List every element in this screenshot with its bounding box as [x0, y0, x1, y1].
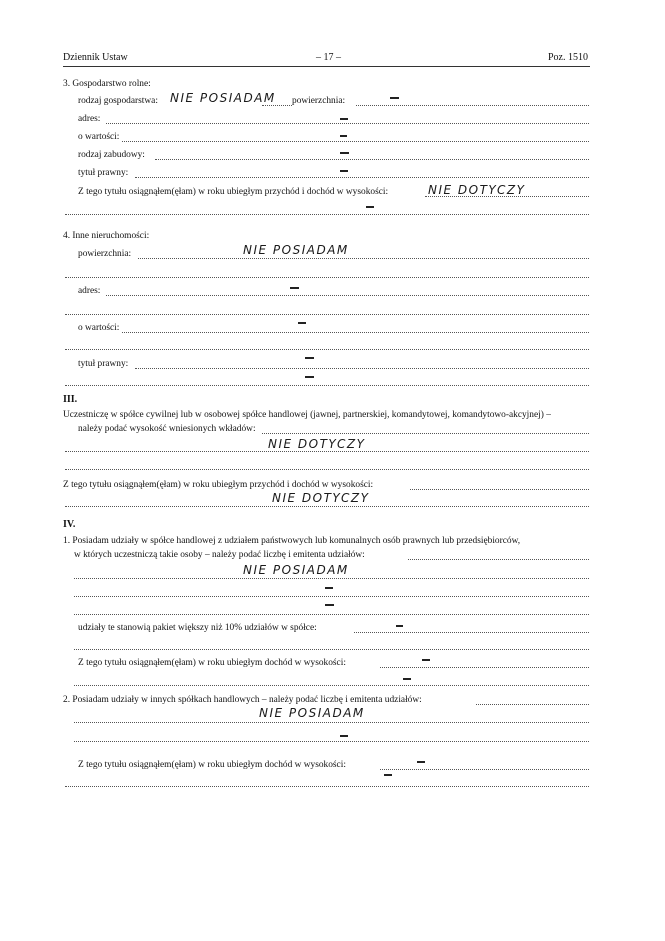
s4roman-p1-value[interactable]: NIE POSIADAM [243, 563, 349, 577]
s4-address-field[interactable] [106, 295, 589, 296]
s4-title: 4. Inne nieruchomości: [63, 231, 150, 241]
s4roman-p2-field[interactable] [476, 704, 589, 705]
s3-building-dash [340, 152, 349, 154]
s3-type-field[interactable] [262, 105, 292, 106]
s3-type-value[interactable]: NIE POSIADAM [170, 91, 276, 105]
s4-address-label: adres: [78, 286, 101, 296]
s4roman-p2-income-field-2[interactable] [65, 786, 589, 787]
s3-address-label: adres: [78, 114, 101, 124]
s3-area-field[interactable] [356, 105, 589, 106]
s4roman-p1-income-dash-2 [403, 678, 411, 680]
s4roman-p1-line1: 1. Posiadam udziały w spółce handlowej z udziałem państwowych lub komunalnych osób prawnych lub przedsiębiorców, [63, 536, 521, 546]
s3-legal-title-dash [340, 170, 348, 172]
header-rule [63, 66, 590, 67]
page-number: – 17 – [316, 52, 341, 63]
s3roman-contrib-field[interactable] [262, 433, 589, 434]
s3-building-label: rodzaj zabudowy: [78, 150, 145, 160]
s3-address-dash [340, 118, 348, 120]
s4-area-value[interactable]: NIE POSIADAM [243, 243, 349, 257]
s4-legal-title-field-2[interactable] [65, 385, 589, 386]
s4roman-pkg-field[interactable] [354, 632, 589, 633]
s4roman-pkg-label: udziały te stanowią pakiet większy niż 10% udziałów w spółce: [78, 623, 317, 633]
s3roman-text1: Uczestniczę w spółce cywilnej lub w osobowej spółce handlowej (jawnej, partnerskiej, komandytowej, komandytowo-akcyjnej) – [63, 410, 551, 420]
s4-address-field-2[interactable] [65, 314, 589, 315]
s3roman-income-field[interactable] [410, 489, 589, 490]
s4roman-p2-field-3[interactable] [74, 741, 589, 742]
s3-income-label: Z tego tytułu osiągnąłem(ęłam) w roku ubiegłym przychód i dochód w wysokości: [78, 187, 389, 197]
s4roman-p1-income-field[interactable] [380, 667, 589, 668]
s3-value-dash [340, 135, 347, 137]
s3-legal-title-field[interactable] [135, 177, 589, 178]
position-number: Poz. 1510 [548, 52, 588, 63]
s4roman-p2-line1: 2. Posiadam udziały w innych spółkach handlowych – należy podać liczbę i emitenta udziałów: [63, 695, 422, 705]
s3-value-field[interactable] [122, 141, 589, 142]
s4roman-p1-income-field-2[interactable] [74, 685, 589, 686]
s3roman-contrib-field-3[interactable] [65, 469, 589, 470]
s4-value-label: o wartości: [78, 323, 120, 333]
journal-title: Dziennik Ustaw [63, 52, 128, 63]
s4roman-p2-income-dash-2 [384, 774, 392, 776]
s4roman-heading: IV. [63, 519, 76, 530]
s4-value-dash [298, 322, 306, 324]
s4roman-p2-value[interactable]: NIE POSIADAM [259, 706, 365, 720]
s3roman-heading: III. [63, 394, 78, 405]
s4-area-field[interactable] [138, 258, 589, 259]
s3-area-dash [390, 97, 399, 99]
s4roman-p1-income-label: Z tego tytułu osiągnąłem(ęłam) w roku ubiegłym dochód w wysokości: [78, 658, 346, 668]
s4roman-p2-dash [340, 735, 348, 737]
s3-title: 3. Gospodarstwo rolne: [63, 79, 151, 89]
s4roman-p2-field-2[interactable] [74, 722, 589, 723]
s4roman-p1-dash-2 [325, 604, 334, 606]
s4-legal-title-label: tytuł prawny: [78, 359, 129, 369]
s4-value-field[interactable] [122, 332, 589, 333]
s3-income-dash [366, 206, 374, 208]
s4-area-field-2[interactable] [65, 277, 589, 278]
s3-area-label: powierzchnia: [292, 96, 346, 106]
s3roman-income-value[interactable]: NIE DOTYCZY [272, 491, 370, 505]
s4-legal-title-field[interactable] [135, 368, 589, 369]
s4roman-p1-field-3[interactable] [74, 596, 589, 597]
s3roman-income-label: Z tego tytułu osiągnąłem(ęłam) w roku ubiegłym przychód i dochód w wysokości: [63, 480, 374, 490]
s3roman-contrib-field-2[interactable] [65, 451, 589, 452]
s4roman-p2-income-field[interactable] [380, 769, 589, 770]
s3-type-label: rodzaj gospodarstwa: [78, 96, 158, 106]
s4roman-p1-dash [325, 587, 333, 589]
s3roman-contrib-value[interactable]: NIE DOTYCZY [268, 437, 366, 451]
s4roman-pkg-dash [396, 625, 403, 627]
s3-value-label: o wartości: [78, 132, 120, 142]
s4roman-p1-field-2[interactable] [74, 578, 589, 579]
s3-legal-title-label: tytuł prawny: [78, 168, 129, 178]
s4roman-p1-line2: w których uczestniczą takie osoby – należy podać liczbę i emitenta udziałów: [74, 550, 365, 560]
s3-building-field[interactable] [155, 159, 589, 160]
s4-legal-title-dash [305, 357, 314, 359]
s3-income-field-2[interactable] [65, 214, 589, 215]
s4roman-p1-income-dash [422, 659, 430, 661]
s3-income-value[interactable]: NIE DOTYCZY [428, 183, 526, 197]
s4-legal-title-dash-2 [305, 376, 314, 378]
s4roman-p1-field[interactable] [408, 559, 589, 560]
s4-address-dash [290, 287, 299, 289]
s3roman-text2: należy podać wysokość wniesionych wkładów: [78, 424, 256, 434]
s4-value-field-2[interactable] [65, 349, 589, 350]
s4roman-pkg-field-2[interactable] [74, 649, 589, 650]
s4roman-p2-income-dash [417, 761, 425, 763]
s4roman-p1-field-4[interactable] [74, 614, 589, 615]
s3roman-income-field-2[interactable] [65, 506, 589, 507]
s4roman-p2-income-label: Z tego tytułu osiągnąłem(ęłam) w roku ubiegłym dochód w wysokości: [78, 760, 346, 770]
s4-area-label: powierzchnia: [78, 249, 132, 259]
s3-address-field[interactable] [106, 123, 589, 124]
